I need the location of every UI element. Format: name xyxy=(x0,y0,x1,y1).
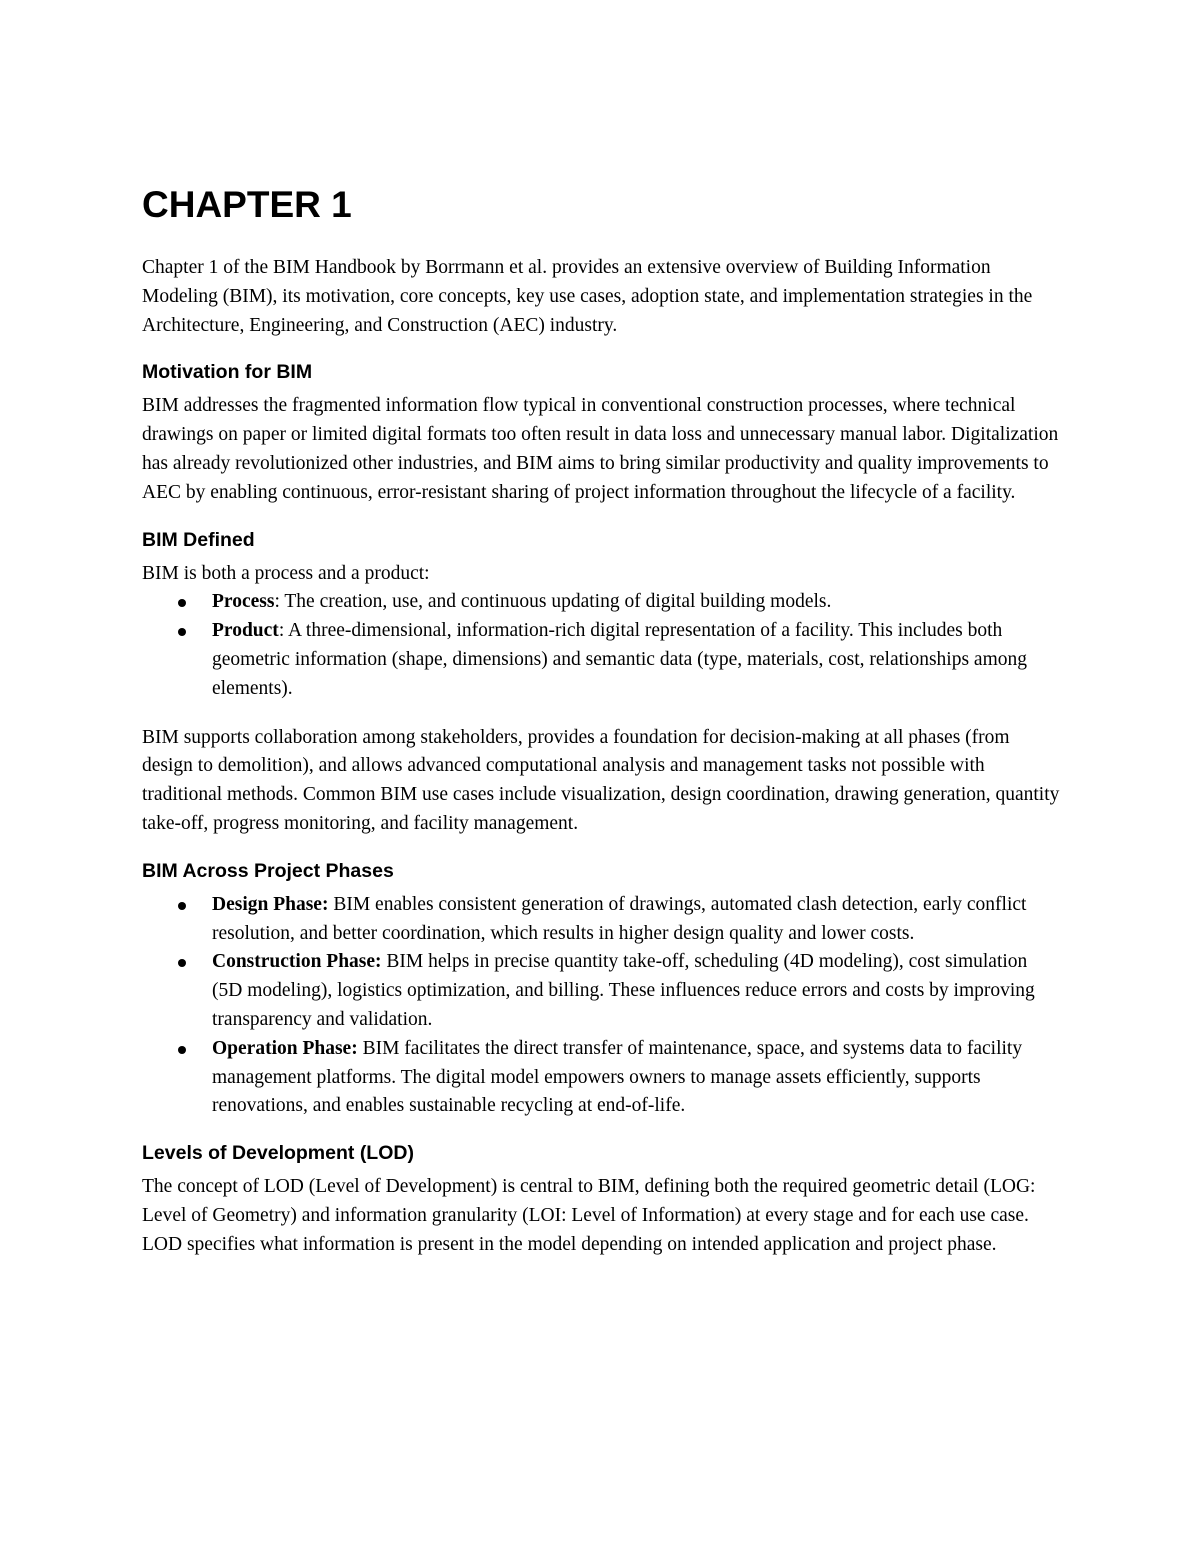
list-item-term: Product xyxy=(212,620,279,642)
list-item-text: A three-dimensional, information-rich digital representation of a facility. This includes both geometric information (shape, dimensions) and semantic data (type, materials, cost, relationships among elements). xyxy=(212,620,1027,699)
list-item-separator: : xyxy=(274,591,280,613)
phases-heading: BIM Across Project Phases xyxy=(142,859,394,882)
list-item xyxy=(142,588,1062,617)
bim-supports-paragraph: BIM supports collaboration among stakeholders, provides a foundation for decision-making at all phases (from design to demolition), and allows advanced computational analysis and management tasks not possible with traditional methods. Common BIM use cases include visualization, design coordination, drawing generation, quantity take-off, progress monitoring, and facility management. xyxy=(142,726,1060,834)
motivation-paragraph: BIM addresses the fragmented information flow typical in conventional construction processes, where technical drawings on paper or limited digital formats too often result in data loss and unnecessary manual labor. Digitalization has already revolutionized other industries, and BIM aims to bring similar productivity and quality improvements to AEC by enabling continuous, error-resistant sharing of project information throughout the lifecycle of a facility. xyxy=(142,395,1059,503)
phases-list xyxy=(142,891,1062,1121)
list-item xyxy=(142,617,1062,703)
motivation-heading: Motivation for BIM xyxy=(142,361,313,384)
list-item xyxy=(142,948,1062,1034)
bim-defined-lead: BIM is both a process and a product: xyxy=(142,562,430,584)
list-item xyxy=(142,891,1062,949)
bullet-icon xyxy=(178,599,186,607)
list-item-term: Operation Phase: xyxy=(212,1037,358,1059)
lod-paragraph: The concept of LOD (Level of Development) is central to BIM, defining both the required geometric detail (LOG: Level of Geometry) and information granularity (LOI: Level of Information) at every stage and for each use case. LOD specifies what information is present in the model depending on intended application and project phase. xyxy=(142,1176,1036,1255)
chapter-title: CHAPTER 1 xyxy=(142,184,352,225)
bullet-icon xyxy=(178,902,186,910)
list-item-term: Construction Phase: xyxy=(212,951,382,973)
bullet-icon xyxy=(178,1046,186,1054)
list-item xyxy=(142,1035,1062,1121)
bullet-icon xyxy=(178,628,186,636)
bim-defined-list xyxy=(142,588,1062,703)
list-item-term: Process xyxy=(212,591,275,613)
intro-paragraph: Chapter 1 of the BIM Handbook by Borrmann et al. provides an extensive overview of Building Information Modeling (BIM), its motivation, core concepts, key use cases, adoption state, and implementation strategies in the Architecture, Engineering, and Construction (AEC) industry. xyxy=(142,257,1033,336)
list-item-separator: : xyxy=(278,620,285,642)
list-item-text: BIM enables consistent generation of drawings, automated clash detection, early conflict resolution, and better coordination, which results in higher design quality and lower costs. xyxy=(212,893,1027,944)
list-item-term: Design Phase: xyxy=(212,893,329,915)
lod-heading: Levels of Development (LOD) xyxy=(142,1142,414,1165)
bullet-icon xyxy=(178,959,186,967)
list-item-text: The creation, use, and continuous updating of digital building models. xyxy=(279,591,832,613)
list-item-text: BIM helps in precise quantity take-off, scheduling (4D modeling), cost simulation (5D modeling), logistics optimization, and billing. These influences reduce errors and costs by improving transparency and validation. xyxy=(212,951,1035,1030)
list-item-text: BIM facilitates the direct transfer of maintenance, space, and systems data to facility management platforms. The digital model empowers owners to manage assets efficiently, supports renovations, and enables sustainable recycling at end-of-life. xyxy=(212,1037,1023,1117)
bim-defined-heading: BIM Defined xyxy=(142,528,255,551)
document-page xyxy=(142,182,1062,1260)
